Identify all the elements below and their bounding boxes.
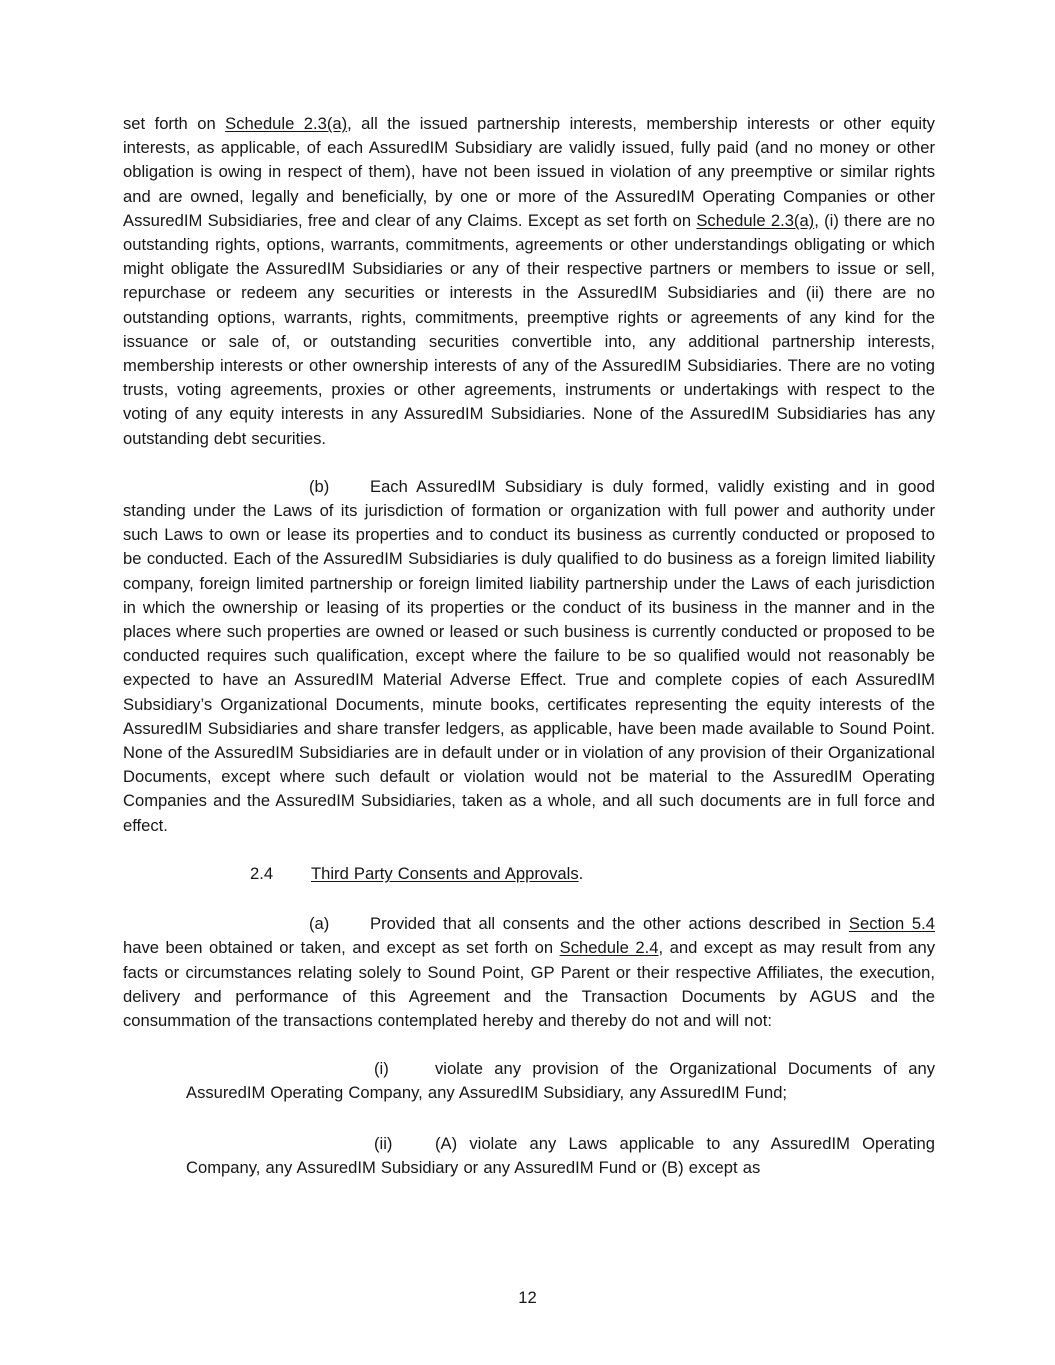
- paragraph-ii-violate-laws: [186, 1132, 935, 1180]
- page-number: 12: [518, 1288, 537, 1307]
- paragraph-text: , all the issued partnership interests, membership interests or other equity interests, as applicable, of each AssuredIM Subsidiary are validly issued, fully paid (and no money or other obligation is owing in respect of them), have not been issued in violation of any preemptive or similar rights and are owned, legally and beneficially, by one or more of the AssuredIM Operating Companies or other AssuredIM Subsidiaries, free and clear of any Claims. Except as set forth on: [123, 114, 935, 230]
- cross-reference: Third Party Consents and Approvals: [311, 863, 579, 883]
- paragraph-a-consents: [123, 912, 935, 1033]
- section-2-4-heading: [123, 862, 935, 886]
- cross-reference: Schedule 2.3(a): [696, 210, 815, 230]
- cross-reference: Schedule 2.3(a): [225, 114, 348, 133]
- paragraph-label: (i): [374, 1059, 389, 1079]
- paragraph-text: Provided that all consents and the other actions described in: [370, 914, 849, 934]
- paragraph-text: .: [578, 863, 584, 883]
- paragraph-capitalization-continuation: [123, 112, 935, 451]
- paragraph-text: violate any provision of the Organizational Documents of any AssuredIM Operating Company, any AssuredIM Subsidiary, any AssuredIM Fund;: [186, 1059, 935, 1103]
- paragraph-label: 2.4: [250, 863, 274, 883]
- paragraph-text: set forth on: [123, 114, 226, 133]
- paragraph-text: , and except as may result from any facts or circumstances relating solely to Sound Point, GP Parent or their respective Affiliates, the execution, delivery and performance of this Agreement and the Transaction Documents by AGUS and the consummation of the transactions contemplated hereby and thereby do not and will not:: [123, 938, 935, 1030]
- paragraph-i-violate-organizational-documents: [186, 1057, 935, 1105]
- paragraph-text: , (i) there are no outstanding rights, options, warrants, commitments, agreements or other understandings obligating or which might obligate the AssuredIM Subsidiaries or any of their respective partners or members to issue or sell, repurchase or redeem any securities or interests in the AssuredIM Subsidiaries and (ii) there are no outstanding options, warrants, rights, commitments, preemptive rights or agreements of any kind for the issuance or sale of, or outstanding securities convertible into, any additional partnership interests, membership interests or other ownership interests of any of the AssuredIM Subsidiaries. There are no voting trusts, voting agreements, proxies or other agreements, instruments or undertakings with respect to the voting of any equity interests in any AssuredIM Subsidiaries. None of the AssuredIM Subsidiaries has any outstanding debt securities.: [123, 210, 935, 448]
- paragraph-b-subsidiary-standing: [123, 475, 935, 838]
- paragraph-text: have been obtained or taken, and except as set forth on: [123, 938, 560, 958]
- paragraph-label: (ii): [374, 1133, 393, 1153]
- cross-reference: Section 5.4: [848, 914, 935, 934]
- paragraph-label: (b): [309, 476, 330, 496]
- paragraph-label: (a): [309, 914, 330, 934]
- document-body: [123, 112, 935, 1206]
- paragraph-text: Each AssuredIM Subsidiary is duly formed, validly existing and in good standing under the Laws of its jurisdiction of formation or organization with full power and authority under such Laws to own or lease its properties and to conduct its business as currently conducted or proposed to be conducted. Each of the AssuredIM Subsidiaries is duly qualified to do business as a foreign limited liability company, foreign limited partnership or foreign limited liability partnership under the Laws of each jurisdiction in which the ownership or leasing of its properties or the conduct of its business in the manner and in the places where such properties are owned or leased or such business is currently conducted or proposed to be conducted requires such qualification, except where the failure to be so qualified would not reasonably be expected to have an AssuredIM Material Adverse Effect. True and complete copies of each AssuredIM Subsidiary’s Organizational Documents, minute books, certificates representing the equity interests of the AssuredIM Subsidiaries and share transfer ledgers, as applicable, have been made available to Sound Point. None of the AssuredIM Subsidiaries are in default under or in violation of any provision of their Organizational Documents, except where such default or violation would not be material to the AssuredIM Operating Companies and the AssuredIM Subsidiaries, taken as a whole, and all such documents are in full force and effect.: [123, 476, 935, 835]
- cross-reference: Schedule 2.4: [559, 938, 659, 958]
- paragraph-text: (A) violate any Laws applicable to any AssuredIM Operating Company, any AssuredIM Subsidiary or any AssuredIM Fund or (B) except as: [186, 1133, 935, 1177]
